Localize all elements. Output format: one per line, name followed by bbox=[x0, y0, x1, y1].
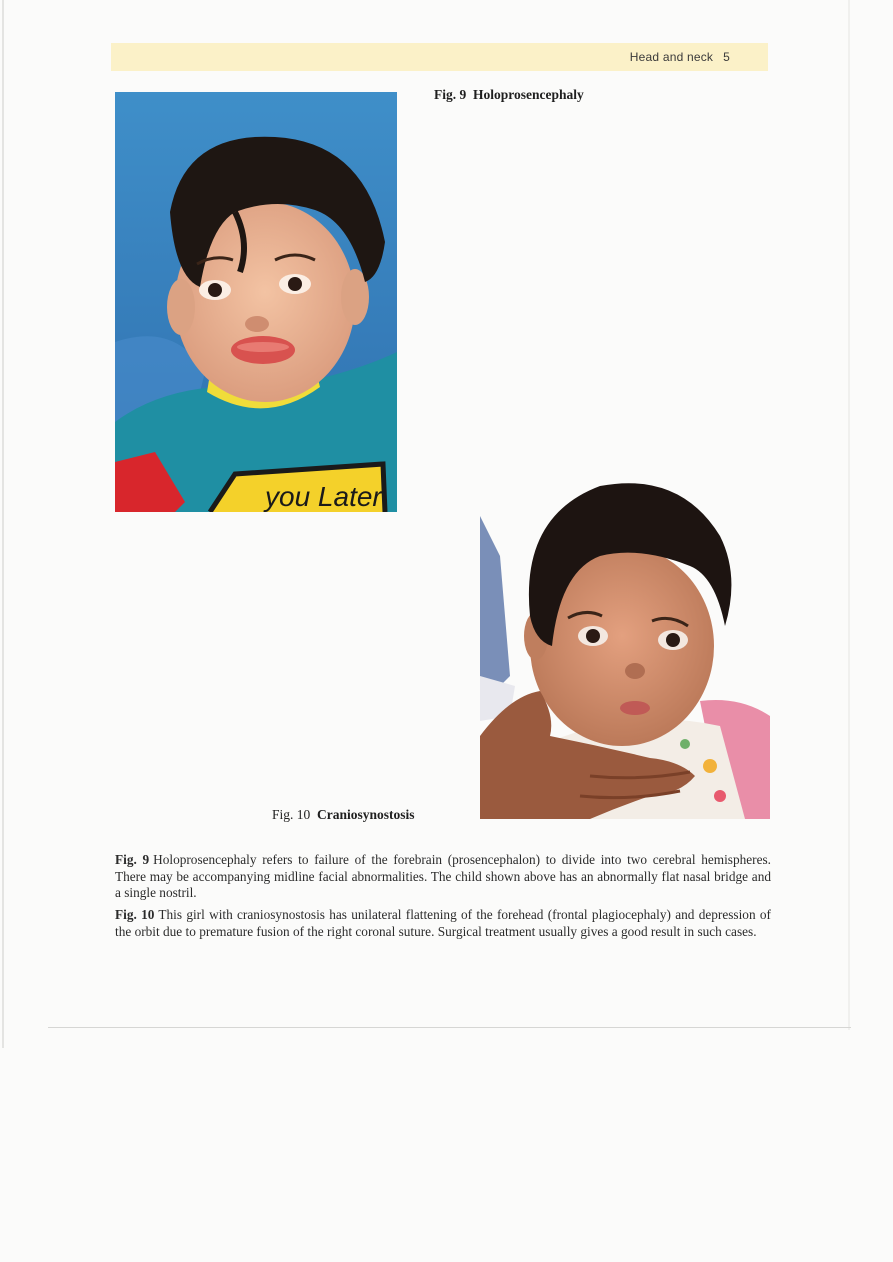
fig10-caption-label: Fig. 10 bbox=[115, 907, 155, 922]
fig9-title bbox=[434, 87, 584, 103]
running-head bbox=[630, 50, 730, 64]
running-header bbox=[111, 43, 768, 71]
running-title: Head and neck bbox=[629, 50, 714, 64]
fig10-caption-text: This girl with craniosynostosis has unilateral flattening of the forehead (frontal plagiocephaly) and depression of the orbit due to premature fusion of the right coronal suture. Surgical treatment usually gives a good result in such cases. bbox=[115, 907, 771, 939]
fig9-photo bbox=[115, 92, 397, 512]
fig9-label: Fig. 9 bbox=[434, 87, 467, 102]
fig9-caption-text: Holoprosencephaly refers to failure of the forebrain (prosencephalon) to divide into two cerebral hemispheres. There may be accompanying midline facial abnormalities. The child shown above has an abnormally flat nasal bridge and a single nostril. bbox=[115, 852, 771, 900]
page-edge-right bbox=[848, 0, 850, 1030]
fig10-photo-illustration bbox=[480, 476, 770, 819]
fig10-title bbox=[272, 807, 415, 823]
fig9-caption-label: Fig. 9 bbox=[115, 852, 150, 867]
fig10-photo bbox=[480, 476, 770, 819]
fig9-photo-illustration bbox=[115, 92, 397, 512]
fig9-name: Holoprosencephaly bbox=[473, 87, 584, 102]
page-bottom-rule bbox=[48, 1027, 851, 1028]
page-edge-left bbox=[2, 0, 4, 1048]
fig9-caption bbox=[115, 852, 771, 902]
fig10-caption bbox=[115, 907, 771, 940]
shirt-text: you Later bbox=[265, 481, 382, 512]
fig10-label: Fig. 10 bbox=[272, 807, 311, 822]
page-number: 5 bbox=[723, 50, 730, 64]
fig10-name: Craniosynostosis bbox=[317, 807, 415, 822]
